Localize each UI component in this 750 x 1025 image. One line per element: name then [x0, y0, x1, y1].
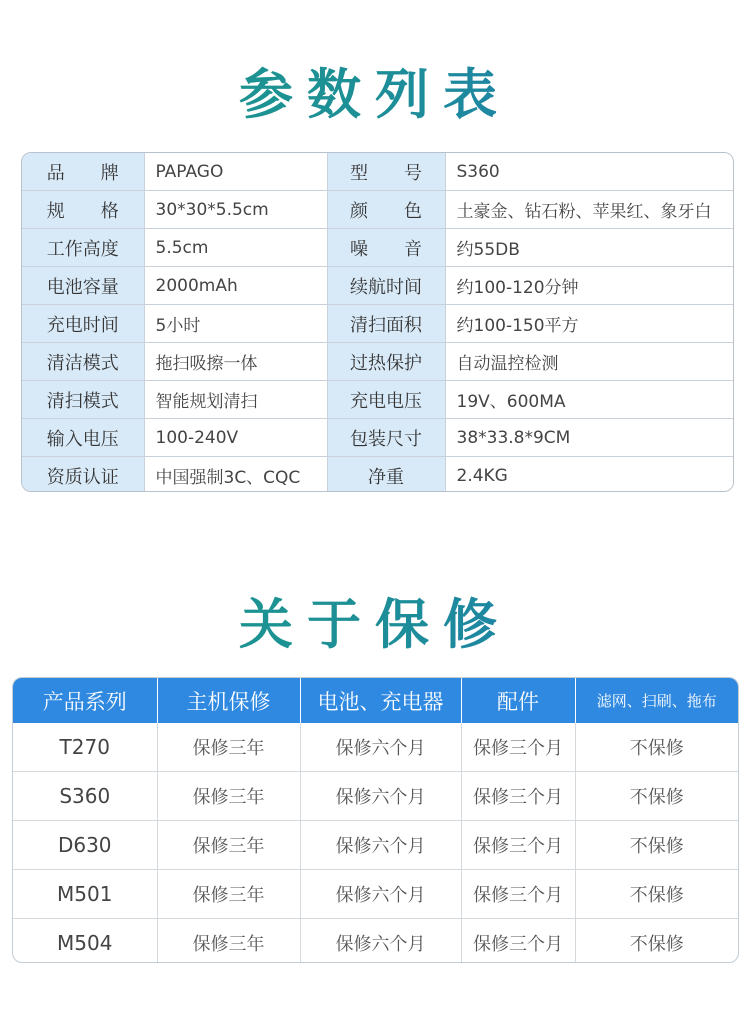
spec-label: 清扫面积 — [327, 305, 445, 343]
spec-section-title: 参数列表 — [0, 52, 750, 129]
spec-table-body — [22, 153, 733, 492]
warranty-cell: 保修三个月 — [461, 821, 575, 870]
warranty-cell: 不保修 — [575, 821, 738, 870]
spec-value: 2000mAh — [144, 267, 327, 305]
spec-value: 智能规划清扫 — [144, 381, 327, 419]
warranty-cell: 保修三年 — [157, 821, 300, 870]
warranty-row — [13, 821, 738, 870]
warranty-table-body — [13, 723, 738, 963]
warranty-cell: 保修三年 — [157, 919, 300, 964]
spec-value: 约100-150平方 — [445, 305, 733, 343]
spec-label: 包装尺寸 — [327, 419, 445, 457]
warranty-column-header: 产品系列 — [13, 678, 157, 723]
spec-label: 充电电压 — [327, 381, 445, 419]
warranty-cell: 不保修 — [629, 934, 684, 955]
spec-value: 约100-120分钟 — [445, 267, 733, 305]
spec-row — [22, 153, 733, 191]
spec-value: 30*30*5.5cm — [144, 191, 327, 229]
spec-value: 5小时 — [144, 305, 327, 343]
spec-value: 5.5cm — [144, 229, 327, 267]
warranty-cell: 不保修 — [575, 870, 738, 919]
spec-value: 约55DB — [445, 229, 733, 267]
warranty-column-header: 配件 — [461, 678, 575, 723]
warranty-cell: 保修六个月 — [300, 870, 461, 919]
spec-table — [21, 152, 734, 492]
warranty-cell: 不保修 — [575, 723, 738, 772]
warranty-cell: 保修三年 — [157, 772, 300, 821]
spec-label: 续航时间 — [327, 267, 445, 305]
spec-row — [22, 381, 733, 419]
spec-label: 规 格 — [22, 191, 144, 229]
spec-label: 清洁模式 — [22, 343, 144, 381]
product-series-cell: D630 — [13, 821, 157, 870]
warranty-cell: 保修三年 — [157, 870, 300, 919]
product-series-cell: M504 — [13, 919, 157, 964]
warranty-row — [13, 870, 738, 919]
spec-row — [22, 457, 733, 493]
spec-value: 38*33.8*9CM — [445, 419, 733, 457]
spec-value: PAPAGO — [144, 153, 327, 191]
spec-row — [22, 305, 733, 343]
spec-row — [22, 191, 733, 229]
spec-label: 颜 色 — [327, 191, 445, 229]
warranty-column-header: 主机保修 — [157, 678, 300, 723]
warranty-section-title: 关于保修 — [0, 582, 750, 659]
warranty-cell: 保修三个月 — [461, 870, 575, 919]
spec-value: 土豪金、钻石粉、苹果红、象牙白 — [445, 191, 733, 229]
spec-value: 19V、600MA — [445, 381, 733, 419]
warranty-cell: 保修六个月 — [300, 723, 461, 772]
warranty-table — [12, 677, 739, 963]
spec-label: 输入电压 — [22, 419, 144, 457]
warranty-cell: 保修六个月 — [300, 821, 461, 870]
spec-label: 型 号 — [327, 153, 445, 191]
spec-label: 工作高度 — [22, 229, 144, 267]
spec-row — [22, 343, 733, 381]
warranty-cell: 保修三个月 — [461, 723, 575, 772]
spec-label: 净重 — [327, 457, 445, 493]
warranty-cell: 保修六个月 — [300, 919, 461, 964]
product-series-cell: S360 — [13, 772, 157, 821]
spec-row — [22, 419, 733, 457]
warranty-cell: 保修三个月 — [461, 919, 575, 964]
spec-value: 100-240V — [144, 419, 327, 457]
spec-value: 中国强制3C、CQC — [144, 457, 327, 493]
warranty-column-header: 电池、充电器 — [300, 678, 461, 723]
spec-row — [22, 267, 733, 305]
spec-value: 2.4KG — [445, 457, 733, 493]
product-series-cell: T270 — [13, 723, 157, 772]
spec-row — [22, 229, 733, 267]
spec-label: 噪 音 — [327, 229, 445, 267]
spec-label: 过热保护 — [327, 343, 445, 381]
spec-label: 品 牌 — [22, 153, 144, 191]
product-series-cell: M501 — [13, 870, 157, 919]
spec-label: 电池容量 — [22, 267, 144, 305]
spec-value: 拖扫吸擦一体 — [144, 343, 327, 381]
warranty-column-header: 滤网、扫刷、拖布 — [575, 678, 738, 723]
warranty-row — [13, 772, 738, 821]
warranty-row — [13, 919, 738, 964]
warranty-header-row — [13, 678, 738, 723]
warranty-cell: 保修三年 — [157, 723, 300, 772]
warranty-cell: 保修三个月 — [461, 772, 575, 821]
warranty-cell: 保修六个月 — [300, 772, 461, 821]
spec-label: 充电时间 — [22, 305, 144, 343]
warranty-row — [13, 723, 738, 772]
warranty-cell: 不保修 — [575, 772, 738, 821]
spec-label: 资质认证 — [22, 457, 144, 493]
spec-label: 清扫模式 — [22, 381, 144, 419]
spec-value: 自动温控检测 — [445, 343, 733, 381]
spec-value: S360 — [445, 153, 733, 191]
